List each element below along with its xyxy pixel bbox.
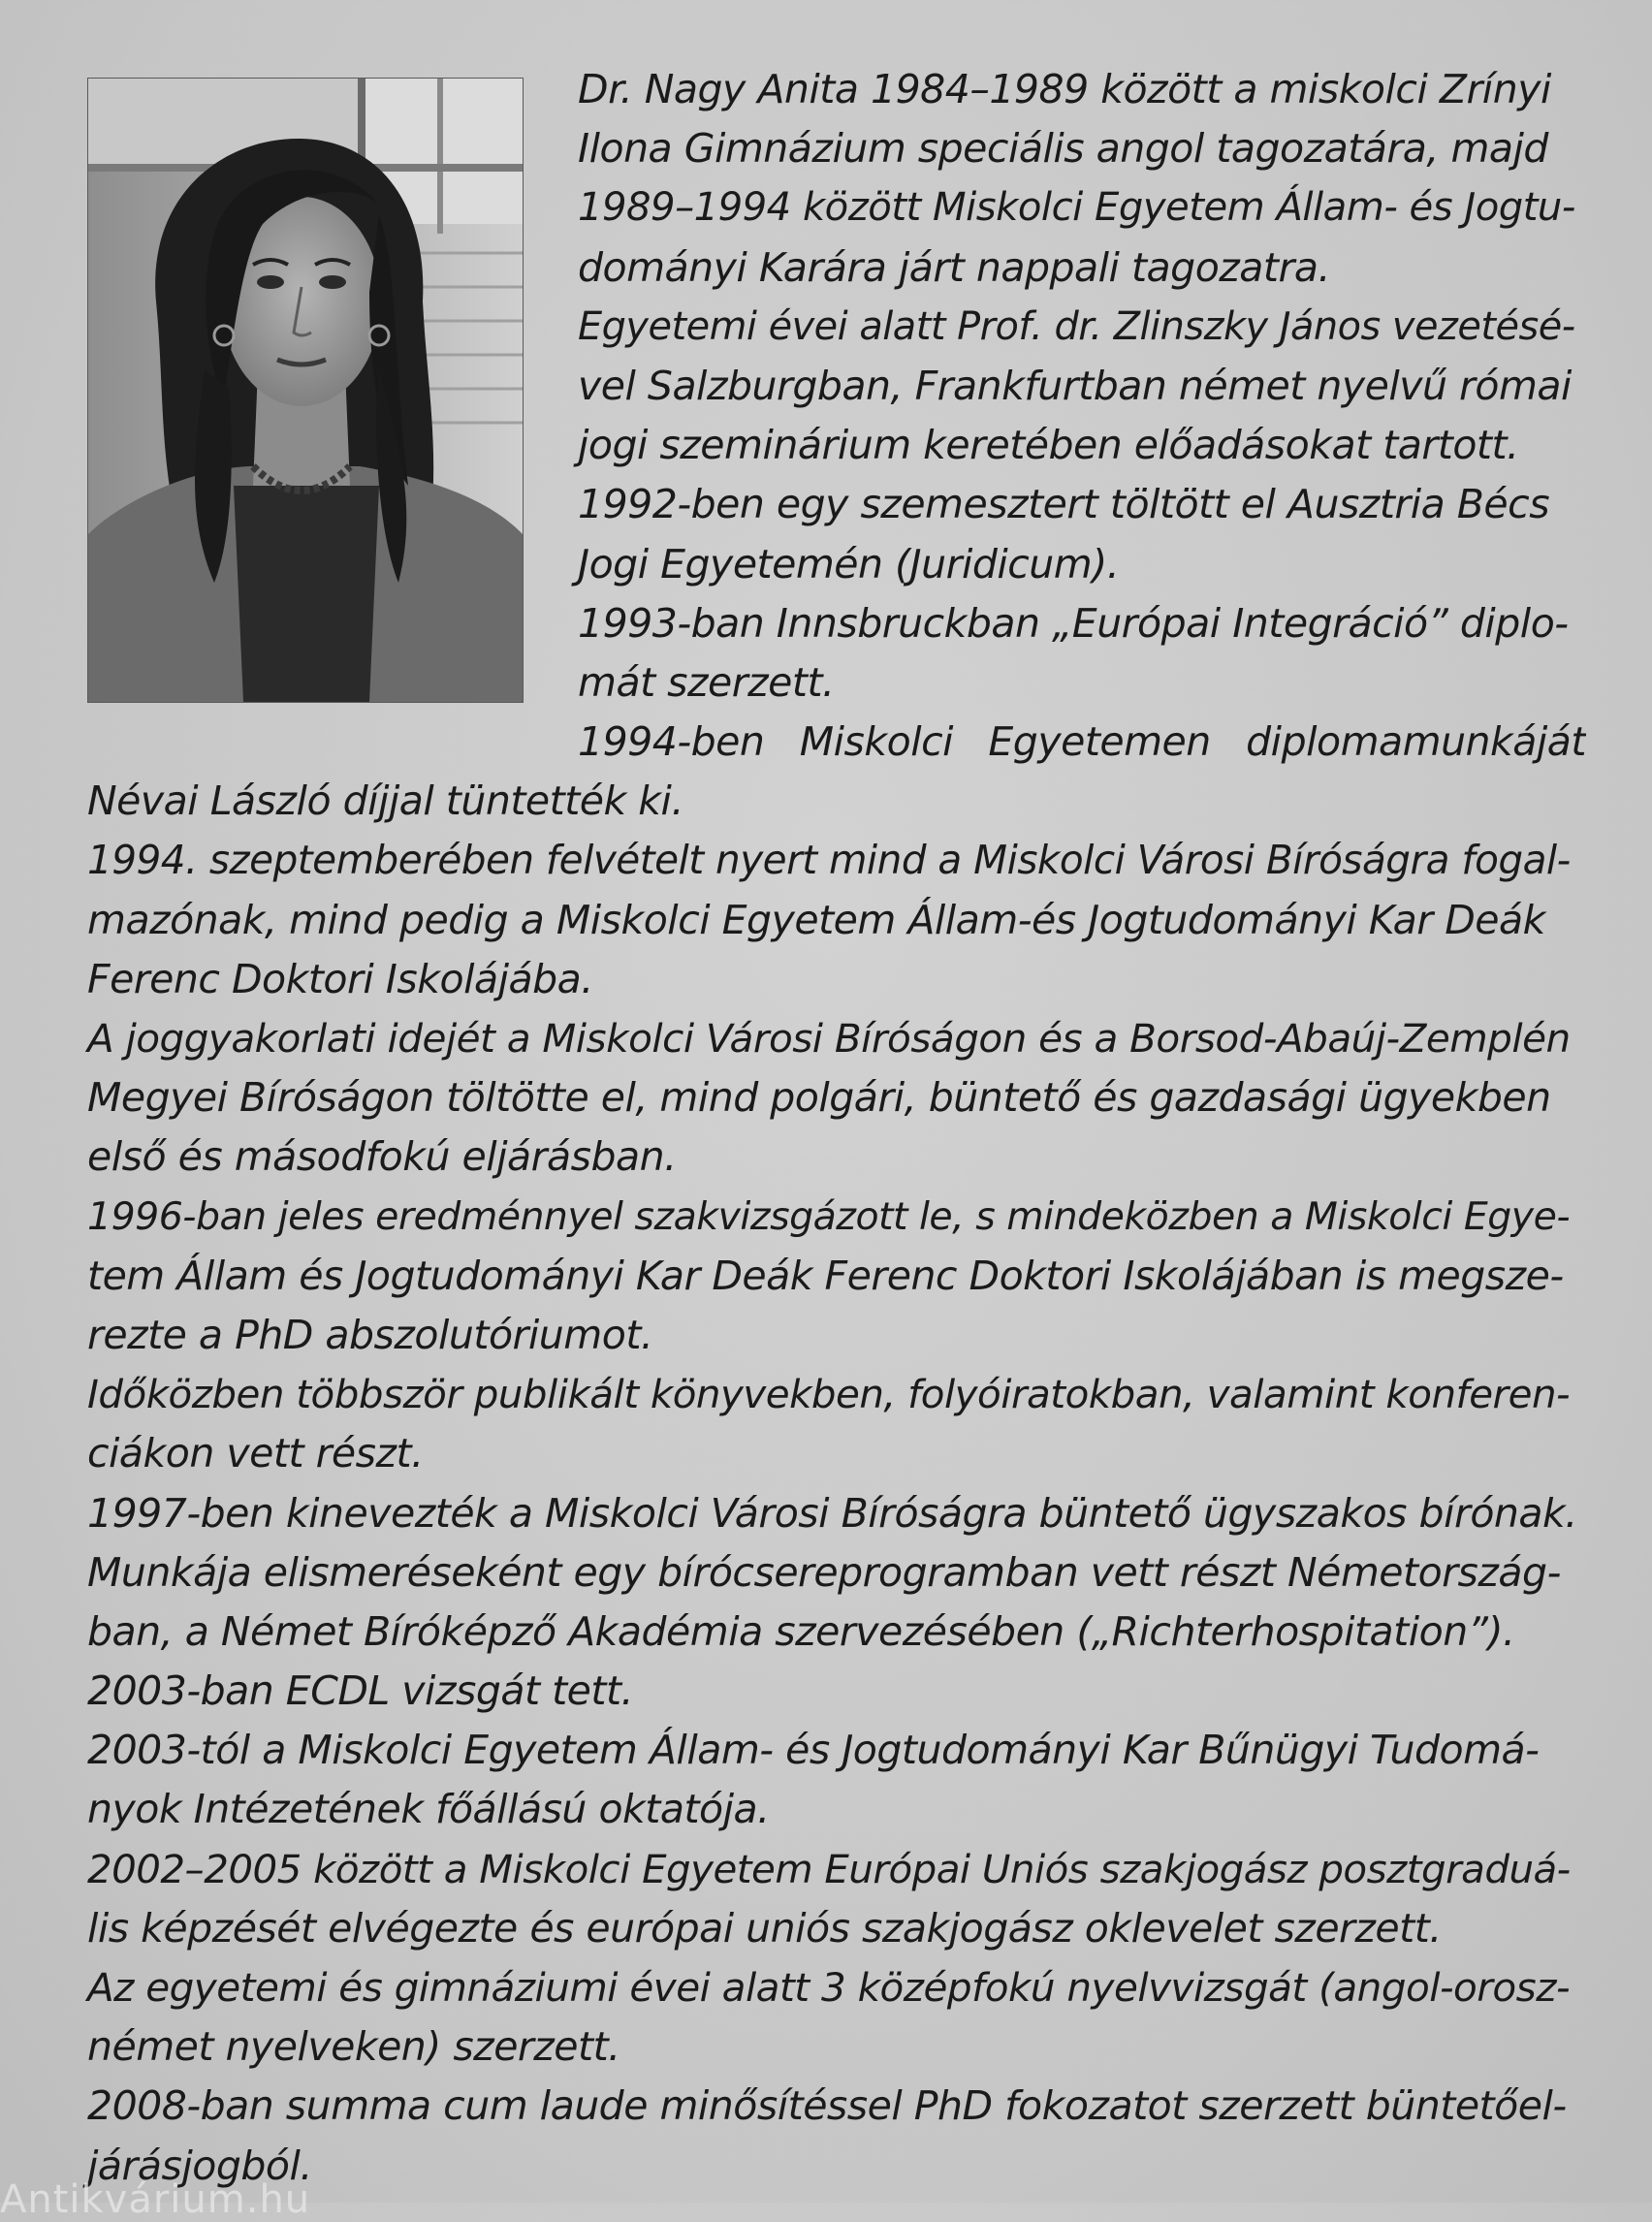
bio-line: Jogi Egyetemén (Juridicum).: [578, 540, 1120, 587]
bio-line: 2003-tól a Miskolci Egyetem Állam- és Jogtudományi Kar Bűnügyi Tudomá-: [87, 1727, 1540, 1774]
bio-line: német nyelveken) szerzett.: [87, 2023, 620, 2071]
bio-line: 2002–2005 között a Miskolci Egyetem Európai Uniós szakjogász posztgraduá-: [87, 1846, 1571, 1892]
bio-line: Az egyetemi és gimnáziumi évei alatt 3 középfokú nyelvvizsgát (angol-orosz-: [87, 1964, 1571, 2011]
bio-line: 1997-ben kinevezték a Miskolci Városi Bíróságra büntető ügyszakos bírónak.: [87, 1489, 1577, 1537]
bio-line: Megyei Bíróságon töltötte el, mind polgári, büntető és gazdasági ügyekben: [87, 1074, 1551, 1122]
bio-line: dományi Karára járt nappali tagozatra.: [578, 243, 1331, 291]
bio-line: rezte a PhD abszolutóriumot.: [87, 1311, 653, 1358]
bio-line: 2003-ban ECDL vizsgát tett.: [87, 1667, 634, 1715]
bio-line: vel Salzburgban, Frankfurtban német nyelvű római: [578, 362, 1572, 409]
bio-line: ban, a Német Bíróképző Akadémia szervezésében („Richterhospitation”).: [87, 1607, 1515, 1655]
bio-line: 1994. szeptemberében felvételt nyert mind a Miskolci Városi Bíróságra fogal-: [87, 837, 1571, 884]
bio-line: mazónak, mind pedig a Miskolci Egyetem Állam-és Jogtudományi Kar Deák: [87, 896, 1545, 943]
bio-line: Munkája elismeréseként egy bírócsereprogramban vett részt Németország-: [87, 1548, 1561, 1596]
bio-line: ciákon vett részt.: [87, 1430, 424, 1477]
bio-line: tem Állam és Jogtudományi Kar Deák Ferenc Doktori Iskolájában is megsze-: [87, 1252, 1564, 1299]
bio-line: Egyetemi évei alatt Prof. dr. Zlinszky János vezetésé-: [578, 303, 1575, 349]
bio-line: 1994-ben Miskolci Egyetemen diplomamunkáját: [578, 718, 1586, 766]
bio-line: nyok Intézetének főállású oktatója.: [87, 1786, 770, 1833]
bio-line: Időközben többször publikált könyvekben, folyóiratokban, valamint konferen-: [87, 1372, 1571, 1418]
bio-line: 1992-ben egy szemesztert töltött el Ausztria Bécs: [578, 481, 1550, 528]
author-biography: [87, 60, 1586, 2196]
bio-line: járásjogból.: [87, 2142, 312, 2189]
bio-line: 1996-ban jeles eredménnyel szakvizsgázott le, s mindeközben a Miskolci Egye-: [87, 1193, 1571, 1239]
bio-line: 1993-ban Innsbruckban „Európai Integráció” diplo-: [578, 599, 1569, 647]
bio-line: A joggyakorlati idejét a Miskolci Városi Bíróságon és a Borsod-Abaúj-Zemplén: [87, 1015, 1571, 1062]
bio-line: mát szerzett.: [578, 658, 835, 706]
bio-line: 1989–1994 között Miskolci Egyetem Állam- és Jogtu-: [578, 185, 1575, 231]
watermark-text: Antikvárium.hu: [0, 2177, 311, 2222]
bio-line: lis képzését elvégezte és európai uniós szakjogász oklevelet szerzett.: [87, 1904, 1442, 1952]
bio-line: Ilona Gimnázium speciális angol tagozatára, majd: [578, 125, 1548, 173]
bio-line: Ferenc Doktori Iskolájába.: [87, 955, 593, 1002]
bio-line: 2008-ban summa cum laude minősítéssel PhD fokozatot szerzett büntetőel-: [87, 2082, 1567, 2130]
bio-line: Dr. Nagy Anita 1984–1989 között a miskolci Zrínyi: [578, 66, 1551, 112]
bio-line: Névai László díjjal tüntették ki.: [87, 778, 683, 825]
bio-line: első és másodfokú eljárásban.: [87, 1133, 677, 1181]
bio-line: jogi szeminárium keretében előadásokat tartott.: [578, 422, 1519, 469]
